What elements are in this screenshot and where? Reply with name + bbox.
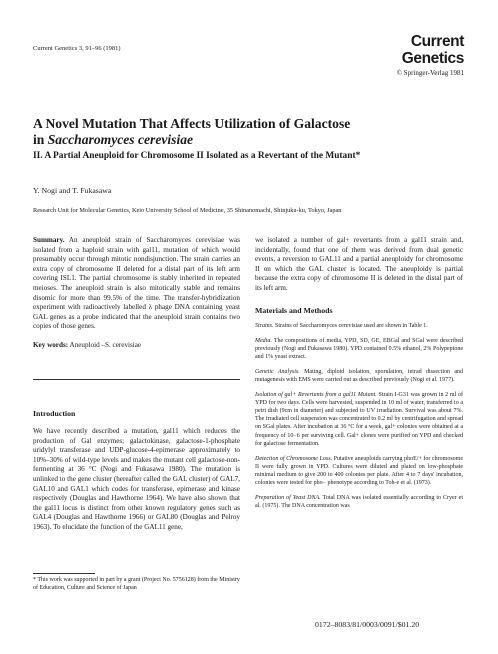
- methods-body: [255, 322, 463, 510]
- journal-reference: Current Genetics 3, 91–96 (1981): [33, 45, 121, 52]
- article-title: [33, 116, 473, 148]
- article-subtitle: II. A Partial Aneuploid for Chromosome II Isolated as a Revertant of the Mutant*: [33, 151, 361, 161]
- prep-label: Preparation of Yeast DNA.: [255, 494, 321, 501]
- strains-text: Strains of Saccharomyces cerevisiae used are shown in Table 1.: [275, 323, 428, 329]
- journal-logo: Current Genetics: [401, 33, 464, 67]
- copyright-notice: © Springer-Verlag 1981: [396, 69, 464, 77]
- affiliation: Research Unit for Molecular Genetics, Keio University School of Medicine, 35 Shinanomachi, Shinjuku-ku, Tokyo, Japan: [33, 207, 342, 214]
- intro-continued: we isolated a number of gal+ revertants from a gal11 strain and, incidentally, found that one of them was derived from dual genetic events, a reversion to GAL11 and a partial aneuploidy for chromosome II on which the GAL cluster is located. The aneuploidy is partial because the extra copy of chromosome II is deleted in the distal part of its left arm.: [255, 236, 463, 292]
- isolation-text: Strain I-G31 was grown in 2 ml of YPD for two days. Cells were harvested, suspended in 10 ml of water, transferred to a petri dish (9cm in diameter) and subjected to UV irradiation. Survival was about 7%. The irradiated cell suspension was concentrated to 0.2 ml by centrifugation and spread on SGal plates. After incubation at 36 °C for a week, gal+ colonies were obtained at a frequency of 10−6 per surviving cell. Gal+ clones were purified on YPD and checked for galactose fermentation.: [255, 392, 463, 447]
- keywords-text: Aneuploid –S. cerevisiae: [69, 340, 142, 349]
- summary-block: [33, 236, 240, 351]
- footnote: * This work was supported in part by a grant (Project No. 5756128) from the Ministry of Education, Culture and Science of Japan: [33, 577, 240, 591]
- isolation-paragraph: [255, 391, 463, 447]
- prep-text: Total DNA was isolated essentially according to Cryer et al. (1975). The DNA concentration was: [255, 494, 463, 509]
- keywords-line: [33, 341, 240, 351]
- title-line-1: A Novel Mutation That Affects Utilization of Galactose: [33, 116, 351, 131]
- title-species: Saccharomyces cerevisiae: [47, 132, 194, 147]
- methods-heading: Materials and Methods: [255, 306, 333, 315]
- introduction-heading: Introduction: [33, 409, 76, 418]
- title-prefix: in: [33, 132, 48, 147]
- section-divider: [33, 379, 240, 380]
- introduction-text: We have recently described a mutation, gal11 which reduces the production of Gal enzymes; galactokinase, galactose-1-phosphate uridylyl transferase and UDP-glucose-4-epimerase approximately to 10%–30% of wild-type levels and makes the mutant cell galactose-non-fermenting at 36 °C (Nogi and Fukasawa 1980). The mutation is unlinked to the gene cluster (hereafter called the GAL cluster) of GAL7, GAL10 and GAL1 which codes for transferase, epimerase and kinase respectively (Douglas and Hawthorne 1964). We have also shown that the gal11 locus is distinct from other known regulatory genes such as GAL4 (Douglas and Hawthorne 1966) or GAL80 (Douglas and Pelroy 1963). To elucidate the function of the GAL11 gene,: [33, 427, 240, 531]
- genetic-text: Mating, diploid isolation, sporulation, tetrad dissection and mutagenesis with EMS were carried out as described previously (Nogi et al. 1977).: [255, 369, 463, 384]
- media-paragraph: [255, 337, 463, 361]
- journal-brand: [346, 33, 464, 77]
- article-code: 0172–8083/81/0003/0091/$01.20: [315, 620, 420, 629]
- media-text: The compositions of media, YPD, SD, GE, EBGal and SGal were described previously (Nogi and Fukasawa 1980). YPD contained 0.5% ethanol, 2% Polypeptone and 1% yeast extract.: [255, 338, 463, 361]
- title-line-2: [33, 132, 473, 148]
- media-label: Media.: [255, 338, 272, 345]
- isolation-label: Isolation of gal+ Revertants from a gal11 Mutant.: [255, 392, 377, 399]
- summary-text: An aneuploid strain of Saccharomyces cerevisiae was isolated from a haploid strain with gal11, mutation of which would presumably occur through mitotic nondisjunction. The strain carries an extra copy of chromosome II deleted for a distal part of its left arm covering ISL1. The partial chromosome is stably inherited in repeated meioses. The aneuploid strain is also mitotically stable and remains disomic for more than 99.5% of the time. The transfer-hybridization experiment with radioactively labelled λ phage DNA containing yeast GAL genes as a probe indicated that the aneuploid strain contains two copies of those genes.: [33, 236, 240, 331]
- genetic-label: Genetic Analysis.: [255, 369, 300, 376]
- footnote-divider: [33, 573, 95, 574]
- genetic-paragraph: [255, 368, 463, 384]
- authors: Y. Nogi and T. Fukasawa: [33, 186, 112, 195]
- strains-paragraph: [255, 322, 463, 330]
- detection-paragraph: [255, 455, 463, 487]
- summary-paragraph: [33, 236, 240, 332]
- detection-label: Detection of Chromosome Loss.: [255, 455, 333, 462]
- keywords-label: Key words:: [33, 340, 69, 349]
- strains-label: Strains.: [255, 323, 274, 329]
- summary-label: Summary.: [33, 236, 65, 244]
- detection-text: Putative aneuploids carrying phoE/+ for chromosome II were fully grown in YPD. Cultures were diluted and plated on low-phosphate minimal medium to give 200 to 400 colonies per plate. After 4 to 7 days' incubation, colonies were tested for pho− phenotype according to Toh-e et al. (1973).: [255, 455, 464, 486]
- prep-paragraph: [255, 494, 463, 510]
